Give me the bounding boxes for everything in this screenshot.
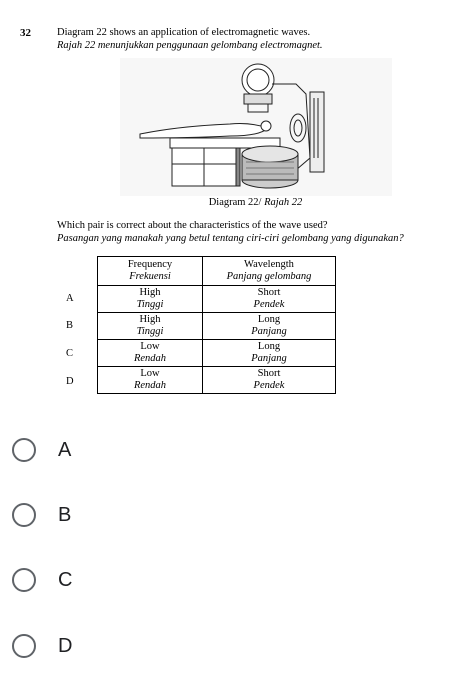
option-c[interactable] — [12, 568, 72, 592]
question-text-malay: Rajah 22 menunjukkan penggunaan gelombang electromagnet. — [57, 40, 323, 51]
row-label: B — [66, 320, 74, 331]
option-label: B — [58, 503, 72, 526]
cell-wavelength: Long Panjang — [203, 313, 336, 340]
table-header-row — [98, 257, 336, 286]
row-label: A — [66, 293, 74, 304]
question-prompt-malay: Pasangan yang manakah yang betul tentang ciri-ciri gelombang yang digunakan? — [57, 233, 404, 244]
table-row — [98, 367, 336, 394]
cell-frequency: High Tinggi — [98, 286, 203, 313]
radio-button[interactable] — [12, 568, 36, 592]
table-row — [98, 340, 336, 367]
radio-button[interactable] — [12, 438, 36, 462]
diagram-caption: Diagram 22/ Rajah 22 — [208, 197, 303, 208]
option-d[interactable] — [12, 634, 72, 658]
option-b[interactable] — [12, 503, 71, 527]
option-a[interactable] — [12, 438, 71, 462]
cell-frequency: Low Rendah — [98, 340, 203, 367]
cell-wavelength: Short Pendek — [203, 286, 336, 313]
question-number: 32 — [20, 27, 31, 39]
question-prompt: Which pair is correct about the characteristics of the wave used? — [57, 220, 328, 231]
row-label: C — [66, 348, 74, 359]
header-wavelength: Wavelength Panjang gelombang — [203, 257, 336, 286]
option-label: D — [58, 634, 73, 657]
cell-wavelength: Long Panjang — [203, 340, 336, 367]
option-label: C — [58, 568, 73, 591]
table-row — [98, 313, 336, 340]
question-text: Diagram 22 shows an application of electromagnetic waves. — [57, 27, 311, 38]
cell-wavelength: Short Pendek — [203, 367, 336, 394]
diagram-radiotherapy-machine — [120, 58, 392, 196]
radio-button[interactable] — [12, 634, 36, 658]
option-label: A — [58, 438, 72, 461]
cell-frequency: High Tinggi — [98, 313, 203, 340]
header-frequency: Frequency Frekuensi — [98, 257, 203, 286]
table-row — [98, 286, 336, 313]
row-label: D — [66, 376, 74, 387]
cell-frequency: Low Rendah — [98, 367, 203, 394]
answer-table — [97, 256, 336, 394]
radio-button[interactable] — [12, 503, 36, 527]
